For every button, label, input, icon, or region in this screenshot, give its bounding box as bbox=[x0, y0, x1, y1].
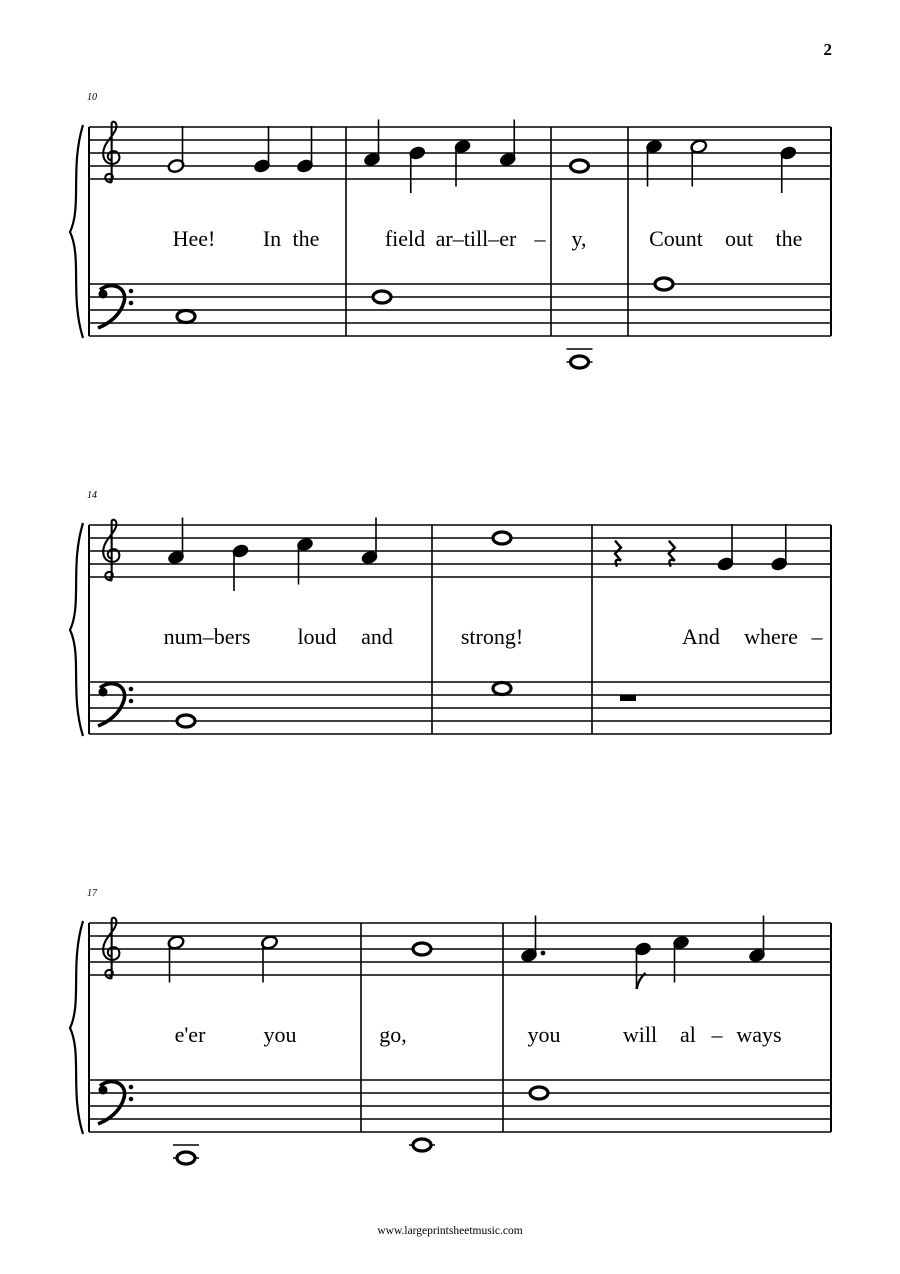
lyric-syllable: strong! bbox=[460, 624, 524, 649]
whole-note bbox=[177, 715, 195, 727]
measure bbox=[363, 120, 546, 304]
system-1 bbox=[70, 92, 831, 368]
lyric-syllable: e'er bbox=[174, 1022, 206, 1047]
whole-note bbox=[571, 160, 589, 172]
lyric-syllable: the bbox=[775, 226, 803, 251]
systems-layer bbox=[70, 92, 831, 1164]
measure-number: 17 bbox=[87, 888, 97, 899]
lyric-syllable: ways bbox=[736, 1022, 782, 1047]
lyric-syllable: ar–till–er bbox=[435, 226, 517, 251]
lyric-syllable: where bbox=[744, 624, 798, 649]
whole-note bbox=[655, 278, 673, 290]
whole-rest bbox=[620, 695, 636, 701]
lyric-syllable: will bbox=[622, 1022, 658, 1047]
lyric-syllable: y, bbox=[571, 226, 587, 251]
whole-note bbox=[413, 943, 431, 955]
whole-note bbox=[493, 532, 511, 544]
quarter-rest bbox=[669, 541, 675, 567]
lyric-syllable: and bbox=[361, 624, 393, 649]
measure-number: 10 bbox=[87, 92, 97, 103]
measure bbox=[645, 139, 802, 290]
lyric-syllable: In bbox=[262, 226, 282, 251]
lyric-syllable: And bbox=[682, 624, 720, 649]
measure-number: 14 bbox=[87, 490, 97, 501]
treble-clef-icon bbox=[103, 918, 119, 979]
lyric-syllable: – bbox=[711, 1022, 723, 1047]
system-brace bbox=[70, 921, 83, 1134]
measure bbox=[167, 126, 319, 323]
whole-note bbox=[530, 1087, 548, 1099]
lyric-syllable: the bbox=[292, 226, 320, 251]
lyric-syllable: num–bers bbox=[163, 624, 251, 649]
whole-note bbox=[177, 311, 195, 323]
bass-clef-icon bbox=[98, 684, 133, 726]
lyric-syllable: out bbox=[724, 226, 754, 251]
whole-note bbox=[373, 291, 391, 303]
measure bbox=[520, 916, 782, 1100]
whole-note bbox=[571, 356, 589, 368]
measure bbox=[167, 935, 296, 1164]
lyric-syllable: Hee! bbox=[172, 226, 216, 251]
footer-url[interactable]: www.largeprintsheetmusic.com bbox=[377, 1225, 523, 1237]
lyric-syllable: go, bbox=[379, 1022, 407, 1047]
whole-note bbox=[413, 1139, 431, 1151]
system-brace bbox=[70, 125, 83, 338]
system-3 bbox=[70, 888, 831, 1164]
whole-note bbox=[177, 1152, 195, 1164]
lyric-syllable: al bbox=[680, 1022, 696, 1047]
quarter-rest bbox=[615, 541, 621, 567]
lyric-syllable: – bbox=[811, 624, 823, 649]
lyric-syllable: you bbox=[527, 1022, 561, 1047]
bass-clef-icon bbox=[98, 286, 133, 328]
lyric-syllable: Count bbox=[649, 226, 703, 251]
lyric-syllable: field bbox=[384, 226, 426, 251]
augmentation-dot bbox=[541, 951, 546, 956]
bass-clef-icon bbox=[98, 1082, 133, 1124]
page-number: 2 bbox=[823, 40, 832, 59]
measure bbox=[461, 532, 523, 695]
system-2 bbox=[70, 490, 831, 736]
lyric-syllable: you bbox=[263, 1022, 297, 1047]
treble-clef-icon bbox=[103, 122, 119, 183]
lyric-syllable: – bbox=[534, 226, 546, 251]
lyric-syllable: loud bbox=[297, 624, 337, 649]
system-brace bbox=[70, 523, 83, 736]
whole-note bbox=[493, 683, 511, 695]
treble-clef-icon bbox=[103, 520, 119, 581]
